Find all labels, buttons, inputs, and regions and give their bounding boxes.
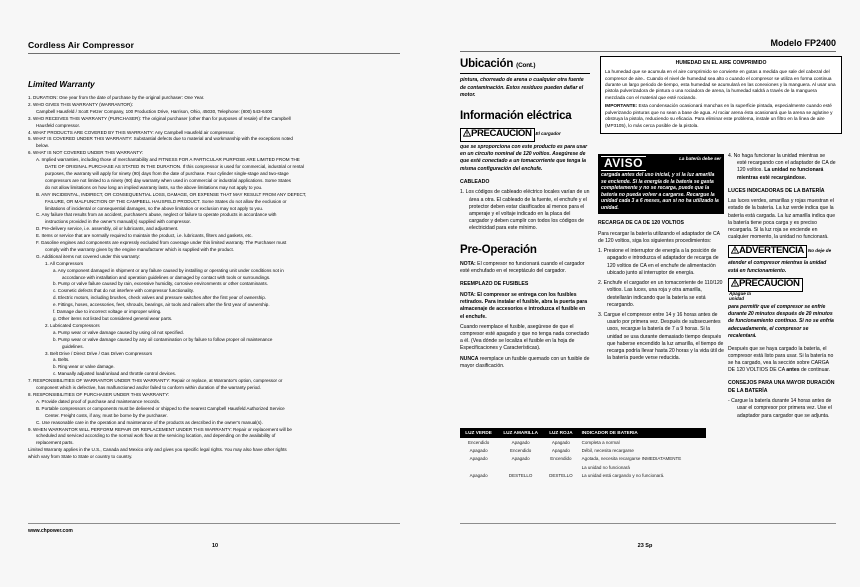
precaucion-label-1 (460, 128, 535, 142)
table-cell: Apagado (469, 448, 488, 454)
despues-bold: antes (786, 367, 800, 374)
warranty-line: F. Gasoline engines and components are expressly excluded from coverage under this limited warranty. The Purchaser must (36, 240, 287, 246)
warranty-line: a. Belts. (53, 357, 70, 363)
table-cell: Encendido (467, 440, 490, 445)
header-divider (28, 53, 400, 54)
humedad-box (600, 56, 842, 134)
ubicacion-heading (460, 56, 590, 72)
precaucion-tail-2: Apague la unidad (729, 290, 751, 301)
led-col-green: LUZ VERDE (460, 428, 497, 438)
nunca-label: NUNCA (460, 355, 479, 362)
page-number-right: 23 Sp (637, 543, 653, 549)
led-table-body (460, 438, 706, 479)
table-cell: Completa a normal (581, 440, 620, 445)
warranty-line: compressors are not limited to a ninety (90) day warranty when used in commercial or industrial applications. Some States (45, 177, 291, 183)
precaucion-word-2: PRECAUCION (739, 278, 800, 290)
ubicacion-text: pintura, chorreado de arena o cualquier otra fuente de contaminación. Estos residuos pueden dañar el motor. (460, 77, 584, 99)
ubicacion-cont-label: (Cont.) (516, 62, 536, 69)
table-cell: La unidad no funcionará (581, 464, 630, 470)
humedad-title: HUMEDAD EN EL AIRE COMPRIMIDO (675, 60, 767, 66)
precaucion-tail-1: El cargador (535, 131, 561, 137)
precaucion-banner-2 (728, 278, 836, 302)
aviso-word: AVISO (601, 156, 646, 171)
warranty-line: C. Use reasonable care in the operation and maintenance of the products as described in the owner's manual(s). (36, 419, 263, 425)
warranty-line: G. Additional items not covered under this warranty: (36, 253, 141, 259)
warranty-line: which vary from State to State or country to country. (28, 454, 133, 460)
page-number-left: 10 (211, 543, 219, 549)
warranty-line: 2. WHO GIVES THIS WARRANTY (WARRANTOR): (28, 101, 134, 107)
warranty-line: Hausfeld compressor. (36, 122, 80, 128)
precaucion-banner-1 (460, 128, 590, 142)
table-cell: Apagado (469, 456, 488, 462)
table-cell: Apagado (511, 440, 530, 445)
footer-divider-right (460, 523, 836, 524)
warranty-line: scheduled and serviced according to the normal work flow at the servicing location, and depending on the availability of (36, 433, 276, 439)
pre-operacion-body-2 (460, 356, 590, 370)
pre-operacion-nota-2: NOTA: El compresor se entrega con los fusibles retirados. Para instalar el fusible, abra la puerta para almacenaje de accesorios e introduzca el fusible en el enchufe. (460, 291, 588, 320)
warranty-line: C. Any failure that results from an accident, purchaser's abuse, neglect or failure to operate products in accordance with (36, 212, 277, 218)
warranty-line: 1. DURATION: One year from the date of purchase by the original purchaser: One Year. (28, 95, 205, 100)
warranty-line: f. Damage due to incorrect voltage or improper wiring. (53, 309, 162, 315)
table-cell: Apagado (551, 448, 570, 454)
aviso-top-row (601, 156, 721, 171)
led-table (460, 428, 706, 479)
warranty-line: g. Other items not listed but considered general wear parts. (53, 316, 173, 321)
precaucion-label-2 (728, 278, 803, 292)
warranty-line: below. (36, 143, 49, 149)
warranty-line: guidelines. (62, 343, 84, 349)
warranty-line: Center. Freight costs, if any, must be borne by the purchaser. (45, 412, 168, 418)
table-row (460, 471, 706, 479)
table-row (460, 438, 706, 446)
table-cell: Encendido (550, 456, 572, 462)
despues-text-1: Después que se haya cargado la batería, el compresor está listo para usar. Si la batería no se ha cargado, vea la sección sobre CARGA DE 120 VOLTIOS DE CA (728, 345, 834, 374)
table-cell: DESTELLO (508, 472, 533, 478)
humedad-paragraph-1: La humedad que se acumula en el aire comprimido se convierte en gotas a medida que sale del cabezal del compresor de aire.. Cuando el nivel de humedad sea alto o cuando el compresor se utiliza en forma continua durante un largo periodo de tiempo, esta humedad se acumulará en las conexiones y la manguera. Al usar una pistola pulverizadora de pintura o una rociadora de arena, la humedad saldrá a través de la manguera mezclada con el material que esté rociando. (605, 69, 836, 100)
warranty-line: e. Fittings, hoses, accessories, feet, shrouds, bearings, air tools and nailers after the first year of ownership. (53, 302, 270, 308)
table-cell: Apagado (551, 440, 570, 445)
header-divider-right (460, 51, 836, 52)
pre-operacion-nota-1 (460, 261, 590, 275)
led-table-head (460, 428, 706, 438)
led-table-header-row (460, 428, 706, 438)
advertencia-body: atender el compresor mientras la unidad está en funcionamiento. (728, 260, 827, 274)
warranty-line: limitations of incidental or consequential damages, so the above limitation or exclusion may not apply to you. (45, 205, 264, 211)
recarga-item-3: 3. Cargue el compresor entre 14 y 16 horas antes de usarlo por primera vez. Después de subsecuentes usos, recargue la batería de 7 a 9 horas. Si la unidad se usa durante demasiado tiempo después que haberse encendido la luz amarilla, el tiempo de recarga podría llevar hasta 20 horas y la vida útil de la batería puede verse reducida. (598, 312, 724, 362)
luces-heading: LUCES INDICADORAS DE LA BATERÍA (728, 187, 825, 194)
warranty-line: replacement parts. (36, 440, 74, 446)
warranty-line: 7. RESPONSIBILITIES OF WARRANTOR UNDER THIS WARRANTY: Repair or replace, at Warrantor's option, compressor or (28, 378, 283, 384)
cableado-heading: CABLEADO (460, 179, 490, 186)
precaucion-body-1: que se sproporciona con este producto es para usar en un circuito nominal de 120 voltios. Asegúrese de que esté conectado a un tomacorriente que tenga la misma configuración del enchufe. (460, 143, 588, 172)
warranty-line: 6. WHAT IS NOT COVERED UNDER THIS WARRANTY: (28, 150, 144, 156)
warranty-line: A. Provide dated proof of purchase and maintenance records. (36, 398, 161, 404)
warranty-line: do not allow limitations on how long an implied warranty lasts, so the above limitations may not apply to you. (45, 184, 263, 190)
warranty-line: purposes, the warranty will apply for ninety (90) days from the date of purchase. Four cylinder single-stage and two-stage (45, 170, 289, 176)
advertencia-banner (728, 245, 836, 259)
table-cell: Agotada, necesita recargarse INMEDIATAMENTE (581, 456, 682, 462)
recarga-item-4-text: 4. No haga funcionar la unidad mientras se esté recargando con el adaptador de CA de 120 voltios. (728, 153, 836, 174)
cableado-item-1: 1. Los códigos de cableado eléctrico locales varían de un área a otra. El cableado de la fuente, el enchufe y el protector deben estar clasificados al menos para el amperaje y el voltaje indicado en la placa del cargador y deben cumplir con todos los códigos de electricidad para este mínimo. (460, 189, 590, 232)
table-row (460, 455, 706, 463)
limited-warranty-heading: Limited Warranty (28, 80, 95, 89)
warranty-line: b. Pump wear or valve damage caused by any oil contamination or by failure to follow proper oil maintenance (53, 336, 273, 342)
recarga-item-4 (728, 153, 836, 182)
warranty-line: comply with the warranty given by the engine manufacturer which is supplied with the product. (45, 246, 235, 252)
pre-operacion-body-1: Cuando reemplace el fusible, asegúrese de que el compresor esté apagado y que no tenga nada conectado a él. (Vea dónde se localiza el fusible en la hoja de Especificaciones y Características). (460, 323, 590, 352)
despues-paragraph (728, 346, 836, 375)
nota-label-1: NOTA: (460, 261, 476, 268)
precaucion-body-2: para permitir que el compresor se enfríe durante 20 minutos después de 20 minutos de funcionamiento continuo. Si no se enfría adecuadamente, el compresor se recalentará. (728, 303, 834, 340)
warranty-line: c. Manually adjusted load/unload and throttle control devices. (53, 371, 177, 377)
consejos-heading: CONSEJOS PARA UNA MAYOR DURACIÓN DE LA BATERÍA (728, 380, 835, 394)
warranty-line: a. Any component damaged in shipment or any failure caused by installing or operating unit under conditions not in (53, 267, 284, 273)
table-cell (544, 463, 577, 471)
ubicacion-title: Ubicación (460, 58, 514, 70)
warranty-line: b. Ring wear or valve damage. (53, 364, 115, 370)
model-title: Modelo FP2400 (770, 38, 836, 48)
warranty-line: B. ANY INCIDENTAL, INDIRECT, OR CONSEQUENTIAL LOSS, DAMAGE, OR EXPENSE THAT MAY RESULT FROM ANY DEFECT, (36, 191, 307, 197)
table-cell (460, 463, 497, 471)
warranty-line: b. Pump or valve failure caused by rain, excessive humidity, corrosive environments or other contaminants. (53, 281, 268, 287)
footer-website[interactable]: www.chpower.com (28, 528, 73, 534)
warranty-line: component which is defective, has malfunctioned and/or failed to conform within duration of the warranty period. (36, 385, 261, 391)
warranty-line: B. Portable compressors or components must be delivered or shipped to the nearest Campbell Hausfeld Authorized Service (36, 405, 285, 411)
warranty-line: DATE OF ORIGINAL PURCHASE AS STATED IN THE DURATION. If this compressor is used for commercial, industrial or rental (45, 164, 304, 170)
table-cell: Apagado (469, 472, 488, 478)
warranty-line: D. Pre-delivery service, i.e. assembly, oil or lubricants, and adjustment. (36, 226, 179, 232)
aviso-body: cargada antes del uso inicial, y si la luz amarilla se enciende. Si la energía de la batería se gasta completamente y no se recarga, puede que la batería no pueda volver a cargarse. Recargue la unidad cada 3 a 6 meses, aun si no ha utilizado la unidad. (601, 172, 719, 211)
led-col-red: LUZ ROJA (544, 428, 577, 438)
warning-triangle-icon-3 (731, 279, 739, 291)
nunca-text: reemplace un fusible quemado con un fusible de mayor clasificación. (460, 355, 590, 369)
warranty-line: 3. Belt Drive / Direct Drive / Gas Driven Compressors (45, 350, 153, 356)
table-cell: Encendido (510, 448, 532, 454)
table-cell: La unidad está cargando y no funcionará. (581, 472, 665, 478)
warranty-line: 5. WHAT IS COVERED UNDER THIS WARRANTY: Substantial defects due to material and workmanship with the exceptions noted (28, 136, 293, 142)
spanish-column-c (728, 150, 836, 420)
spanish-column-b (598, 150, 724, 363)
table-cell: DESTELLO (549, 472, 573, 478)
advertencia-tail: No deje de (807, 247, 832, 253)
ubicacion-rule (460, 73, 590, 74)
warranty-line: 4. WHAT PRODUCTS ARE COVERED BY THIS WARRANTY: Any Campbell Hausfeld air compressor. (28, 129, 235, 135)
importante-text: Esta condensación ocasionará manchas en la superficie pintada, especialmente cuando esté pulverizando pinturas que no sean a base de agua. Al rociar arena ésta ocasionará que la arena se aglutine y obstruya la pistola, reduciendo su eficacia. Para eliminar este problema, instale un filtro en la línea de aire (MP3105), lo más cerca posible de la pistola. (605, 103, 833, 128)
reemplazo-fusibles-heading: REEMPLAZO DE FUSIBLES (460, 281, 529, 288)
warranty-line: Campbell Hausfeld / Scott Fetzer Company, 100 Production Drive, Harrison, Ohio, 45030, Telephone: (800) 543-6400 (36, 108, 273, 114)
warranty-line: instructions provided in the owner's manual(s) supplied with compressor. (45, 219, 191, 225)
luces-body: Las luces verdes, amarillas y rojas muestran el estado de la batería. La luz verde indica que la batería está cargada. La luz amarilla indica que la batería tiene poca carga y es preciso recargarla. Si la luz roja se enciende en cualquier momento, la unidad no funcionará. (728, 198, 836, 241)
warranty-line: 8. RESPONSIBILITIES OF PURCHASER UNDER THIS WARRANTY: (28, 391, 170, 397)
informacion-electrica-heading: Información eléctrica (460, 110, 572, 123)
spanish-column-a (460, 56, 590, 370)
table-cell: Apagado (511, 456, 530, 462)
warranty-line: d. Electric motors, including brushes, check valves and pressure switches after the first year of ownership. (53, 295, 267, 301)
warranty-line: 9. WHEN WARRANTOR WILL PERFORM REPAIR OR REPLACEMENT UNDER THIS WARRANTY: Repair or replacement will be (28, 426, 292, 432)
warranty-line: c. Cosmetic defects that do not interfere with compressor functionality. (53, 288, 194, 294)
importante-label: IMPORTANTE: (605, 103, 638, 109)
aviso-banner (598, 154, 724, 214)
warranty-line: E. Items or service that are normally required to maintain the product, i.e. lubricants, filters and gaskets, etc. (36, 233, 253, 239)
footer-divider (28, 523, 400, 524)
recarga-heading: RECARGA DE CA DE 120 VOLTIOS (598, 220, 684, 227)
warranty-line: accordance with installation and operation guidelines or damaged by contact with tools or surroundings. (62, 274, 271, 280)
led-col-status: INDICADOR DE BATERIA (578, 428, 706, 438)
advertencia-label (728, 245, 807, 259)
recarga-item-1: 1. Presione el interruptor de energía a la posición de apagado e introduzca el adaptador de recarga de 120 voltios de CA en el enchufe de alimentación ubicado junto al interruptor de energía. (598, 248, 719, 276)
table-cell (497, 463, 544, 471)
page-title: Cordless Air Compressor (28, 40, 135, 50)
warning-triangle-icon-2 (731, 246, 739, 258)
advertencia-word: ADVERTENCIA (739, 244, 804, 256)
warranty-line: 2. Lubricated Compressors (45, 322, 100, 328)
table-cell: Débil, necesita recargarse (581, 448, 634, 454)
led-indicator-table (460, 428, 706, 479)
recarga-item-4-bold: La unidad no funcionará mientras esté recargándose. (737, 167, 824, 181)
despues-text-2: de continuar. (799, 367, 831, 374)
warranty-line: 3. WHO RECEIVES THIS WARRANTY (PURCHASER): The original purchaser (other than for purposes of resale) of the Campbell (28, 115, 291, 121)
nota-text-1: El compresor no funcionará cuando el cargador esté enchufado en el receptáculo del cargador. (460, 261, 585, 275)
warranty-line: A. Implied warranties, including those of merchantability and FITNESS FOR A PARTICULAR PURPOSE ARE LIMITED FROM THE (36, 157, 300, 163)
warranty-line: a. Pump wear or valve damage caused by using oil not specified. (53, 329, 184, 335)
aviso-tail: La batería debe ser (679, 156, 721, 161)
table-row (460, 447, 706, 455)
consejos-bullet: - Cargue la batería durante 14 horas antes de usar el compresor por primera vez. Use el adaptador para cargador que se adjunta. (728, 398, 832, 419)
precaucion-word-1: PRECAUCION (471, 127, 532, 139)
recarga-item-2: 2. Enchufe el cargador en un tomacorriente de 110/120 voltios. Las luces, una roja y otra amarilla, destellarán indicando que la batería se está recargando. (598, 280, 723, 308)
pre-operacion-heading: Pre-Operación (460, 243, 537, 256)
limited-warranty-body (28, 95, 402, 461)
recarga-intro: Para recargar la batería utilizando el adaptador de CA de 120 voltios, siga los siguientes procedimientos: (598, 230, 720, 245)
led-col-yellow: LUZ AMARILLA (497, 428, 544, 438)
warranty-line: 1. All Compressors (45, 260, 84, 266)
table-row (460, 463, 706, 471)
humedad-paragraph-2 (605, 103, 837, 129)
warranty-line: FAILURE, OR MALFUNCTION OF THE CAMPBELL HAUSFELD PRODUCT. Some States do not allow the exclusion or (45, 198, 287, 204)
warranty-line: Limited Warranty applies in the U.S., Canada and Mexico only and gives you specific legal rights. You may also have other rights (28, 447, 287, 453)
warning-triangle-icon (463, 129, 471, 141)
